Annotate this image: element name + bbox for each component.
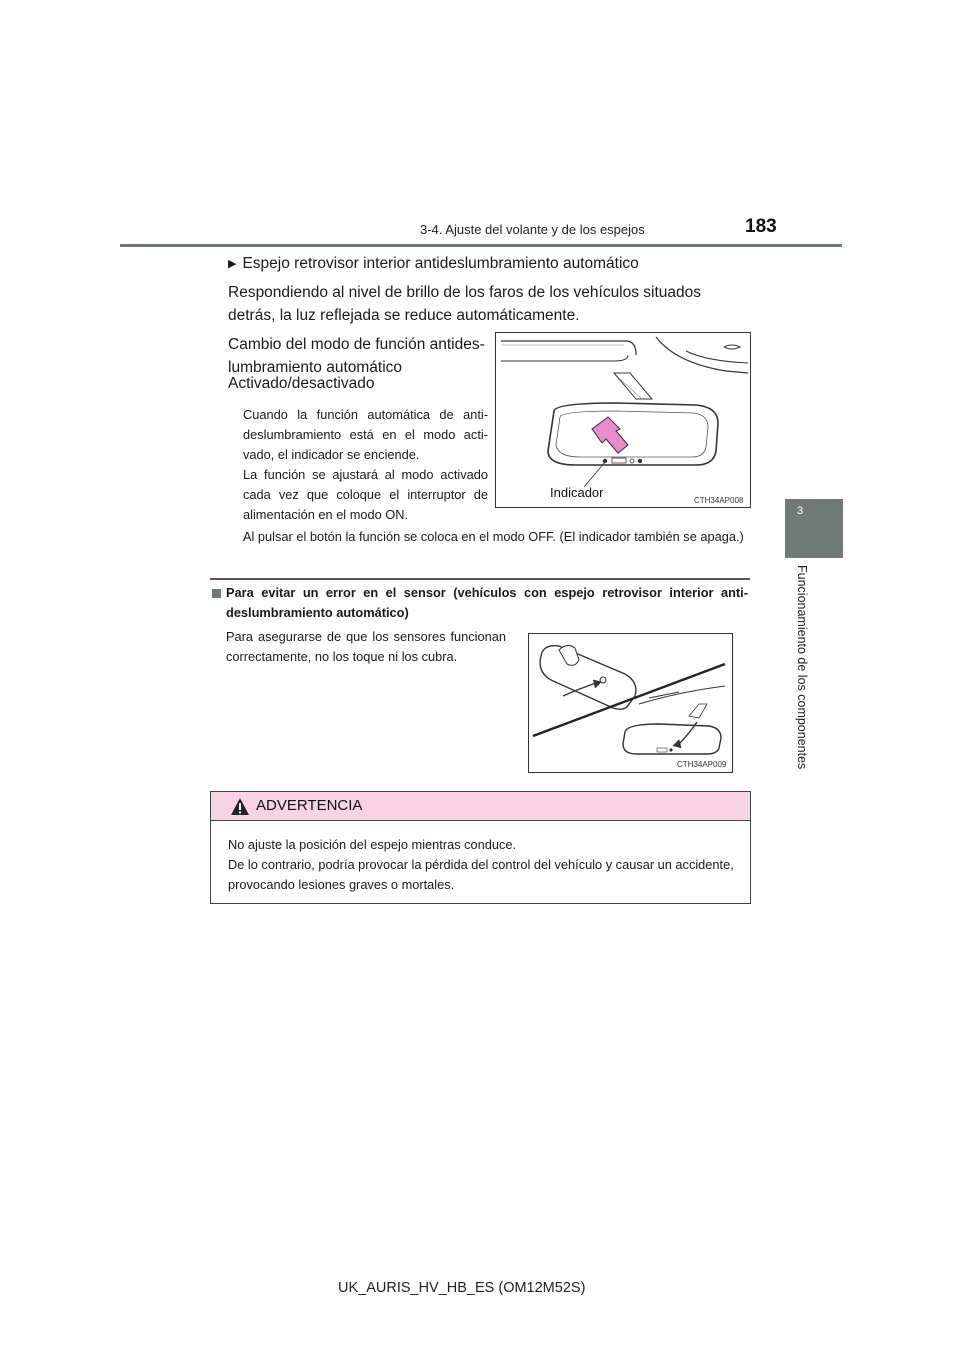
warning-title: ADVERTENCIA xyxy=(256,797,363,814)
figure-code: CTH34AP008 xyxy=(694,496,744,505)
sensor-section-title: Para evitar un error en el sensor (vehículos con espejo retrovisor interior antideslumbramiento automático) xyxy=(226,585,748,620)
chapter-tab xyxy=(785,499,843,558)
warning-line-2: De lo contrario, podría provocar la pérdida del control del vehículo y causar un accidente, provocando lesiones graves o mortales. xyxy=(228,857,734,892)
sensor-illustration xyxy=(529,634,732,772)
warning-body xyxy=(228,835,741,895)
square-bullet-icon xyxy=(212,589,221,598)
note-power-switch: La función se ajustará al modo activado cada vez que coloque el interruptor de alimentación en el modo ON. xyxy=(243,467,488,522)
note-indicator: Cuando la función automática de antideslumbramiento está en el modo activado, el indicador se enciende. xyxy=(243,407,488,462)
intro-paragraph: Respondiendo al nivel de brillo de los faros de los vehículos situados detrás, la luz reflejada se reduce automáticamente. xyxy=(228,284,702,324)
note-off-mode: Al pulsar el botón la función se coloca en el modo OFF. (El indicador también se apaga.) xyxy=(243,529,744,544)
heading-text: Espejo retrovisor interior antideslumbramiento automático xyxy=(242,255,639,272)
section-title: 3-4. Ajuste del volante y de los espejos xyxy=(420,222,645,237)
page-number: 183 xyxy=(745,216,777,237)
figure-code-2: CTH34AP009 xyxy=(677,760,727,769)
chapter-number: 3 xyxy=(797,505,804,517)
mirror-illustration xyxy=(496,333,750,507)
mirror-figure xyxy=(495,332,751,508)
footer-model-code: UK_AURIS_HV_HB_ES (OM12M52S) xyxy=(338,1280,586,1296)
mode-change-paragraph: Cambio del modo de función antideslumbramiento automático xyxy=(228,336,485,376)
triangle-bullet-icon: ▶ xyxy=(228,258,237,270)
section-heading xyxy=(228,255,639,273)
sensor-figure xyxy=(528,633,733,773)
header-rule xyxy=(120,244,842,247)
section-divider xyxy=(210,578,750,580)
warning-line-1: No ajuste la posición del espejo mientras conduce. xyxy=(228,837,517,852)
on-off-label: Activado/desactivado xyxy=(228,375,375,392)
chapter-title: Funcionamiento de los componentes xyxy=(795,565,809,770)
warning-triangle-icon xyxy=(230,797,250,816)
sensor-section-text: Para asegurarse de que los sensores funcionan correctamente, no los toque ni los cubra. xyxy=(226,629,506,664)
indicator-label: Indicador xyxy=(550,485,604,500)
